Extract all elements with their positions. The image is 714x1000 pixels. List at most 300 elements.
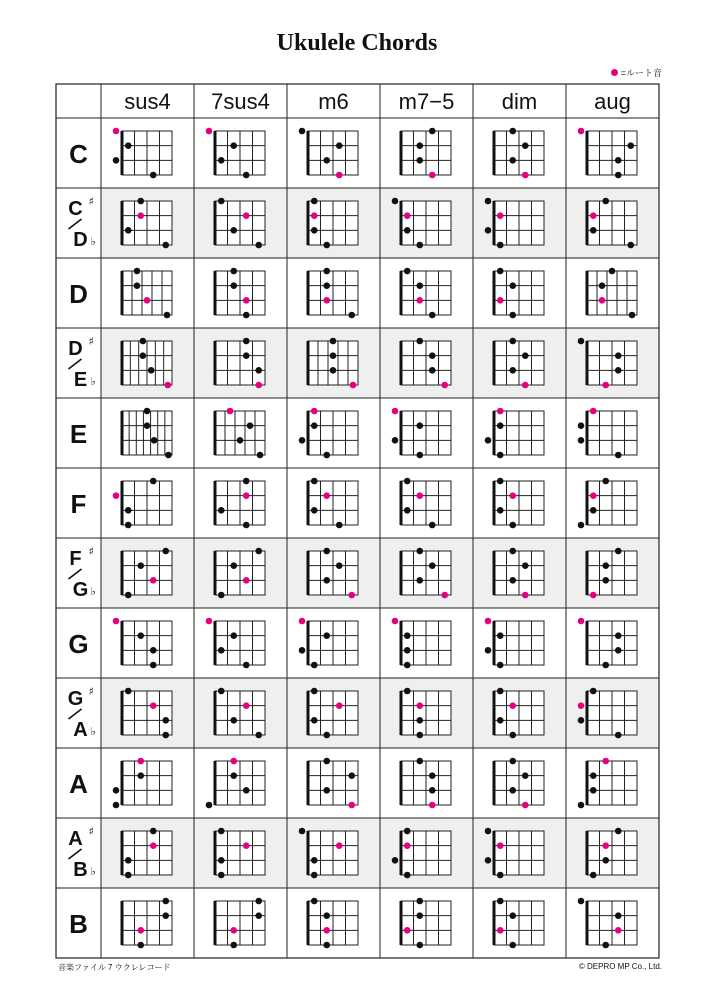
finger-dot (615, 352, 622, 359)
sharp-icon: ♯ (88, 335, 94, 348)
finger-dot (429, 562, 436, 569)
row-label: A (69, 769, 88, 799)
finger-dot (255, 898, 262, 905)
root-dot (615, 927, 622, 934)
finger-dot (509, 128, 516, 135)
finger-dot (497, 507, 504, 514)
finger-dot (230, 717, 237, 724)
root-dot (323, 492, 330, 499)
finger-dot (140, 352, 147, 359)
finger-dot (615, 548, 622, 555)
finger-dot (311, 422, 318, 429)
finger-dot (602, 857, 609, 864)
finger-dot (137, 562, 144, 569)
finger-dot (323, 282, 330, 289)
finger-dot (615, 157, 622, 164)
finger-dot (590, 772, 597, 779)
root-dot (429, 172, 436, 179)
finger-dot (602, 198, 609, 205)
finger-dot (125, 592, 132, 599)
finger-dot (497, 662, 504, 669)
finger-dot (509, 367, 516, 374)
finger-dot (162, 717, 169, 724)
root-dot (485, 618, 492, 625)
root-dot (137, 927, 144, 934)
finger-dot (615, 632, 622, 639)
sharp-icon: ♯ (88, 825, 94, 838)
finger-dot (590, 688, 597, 695)
root-dot (578, 702, 585, 709)
root-dot (227, 408, 234, 415)
finger-dot (392, 857, 399, 864)
finger-dot (144, 408, 151, 415)
flat-icon: ♭ (90, 375, 96, 388)
root-dot (404, 927, 411, 934)
finger-dot (578, 717, 585, 724)
finger-dot (509, 312, 516, 319)
finger-dot (311, 227, 318, 234)
finger-dot (299, 647, 306, 654)
finger-dot (578, 898, 585, 905)
row-label-sharp: F (69, 548, 82, 570)
finger-dot (602, 577, 609, 584)
finger-dot (509, 942, 516, 949)
finger-dot (497, 898, 504, 905)
finger-dot (615, 828, 622, 835)
finger-dot (323, 942, 330, 949)
finger-dot (497, 478, 504, 485)
column-header: m7−5 (398, 89, 455, 114)
row-label-flat: D (73, 229, 88, 251)
finger-dot (429, 522, 436, 529)
finger-dot (299, 437, 306, 444)
finger-dot (255, 548, 262, 555)
finger-dot (230, 942, 237, 949)
finger-dot (113, 157, 120, 164)
finger-dot (627, 142, 634, 149)
root-dot (392, 618, 399, 625)
finger-dot (323, 548, 330, 555)
finger-dot (509, 157, 516, 164)
root-dot (590, 212, 597, 219)
finger-dot (230, 282, 237, 289)
finger-dot (416, 732, 423, 739)
finger-dot (218, 592, 225, 599)
finger-dot (243, 172, 250, 179)
root-dot (206, 618, 213, 625)
root-dot (113, 128, 120, 135)
fretboard (122, 271, 172, 315)
root-dot (602, 758, 609, 765)
finger-dot (162, 242, 169, 249)
finger-dot (137, 632, 144, 639)
finger-dot (206, 802, 213, 809)
finger-dot (485, 647, 492, 654)
slash-icon (69, 849, 82, 859)
root-dot (590, 408, 597, 415)
root-dot (243, 212, 250, 219)
finger-dot (257, 452, 264, 459)
row-label-flat: A (73, 719, 88, 741)
finger-dot (416, 157, 423, 164)
root-dot (497, 927, 504, 934)
row-label: C (69, 139, 88, 169)
finger-dot (336, 522, 343, 529)
finger-dot (113, 802, 120, 809)
row-label: E (69, 419, 88, 449)
finger-dot (416, 898, 423, 905)
finger-dot (218, 872, 225, 879)
column-header: aug (594, 89, 631, 114)
finger-dot (125, 688, 132, 695)
finger-dot (255, 242, 262, 249)
finger-dot (323, 157, 330, 164)
finger-dot (509, 522, 516, 529)
root-dot (299, 618, 306, 625)
column-header: dim (501, 89, 538, 114)
finger-dot (164, 312, 171, 319)
root-dot (497, 408, 504, 415)
row-label-sharp: C (68, 198, 83, 220)
finger-dot (602, 662, 609, 669)
root-dot (497, 297, 504, 304)
root-dot (150, 842, 157, 849)
finger-dot (578, 522, 585, 529)
root-dot (522, 802, 529, 809)
finger-dot (497, 422, 504, 429)
finger-dot (404, 662, 411, 669)
finger-dot (497, 452, 504, 459)
finger-dot (218, 688, 225, 695)
finger-dot (416, 942, 423, 949)
finger-dot (497, 242, 504, 249)
finger-dot (509, 338, 516, 345)
root-dot (137, 212, 144, 219)
finger-dot (392, 437, 399, 444)
finger-dot (602, 562, 609, 569)
finger-dot (162, 898, 169, 905)
finger-dot (497, 688, 504, 695)
finger-dot (165, 452, 172, 459)
finger-dot (323, 732, 330, 739)
finger-dot (140, 338, 147, 345)
finger-dot (125, 227, 132, 234)
finger-dot (578, 437, 585, 444)
finger-dot (150, 662, 157, 669)
root-dot (255, 382, 262, 389)
finger-dot (590, 507, 597, 514)
finger-dot (330, 352, 337, 359)
root-dot (509, 492, 516, 499)
column-header: sus4 (124, 89, 171, 114)
finger-dot (599, 282, 606, 289)
finger-dot (404, 507, 411, 514)
finger-dot (416, 717, 423, 724)
finger-dot (485, 857, 492, 864)
finger-dot (404, 872, 411, 879)
root-dot (311, 212, 318, 219)
finger-dot (578, 422, 585, 429)
finger-dot (230, 632, 237, 639)
finger-dot (629, 312, 636, 319)
finger-dot (323, 268, 330, 275)
row-label: D (69, 279, 88, 309)
footer-copyright: © DEPRO MP Co., Ltd. (578, 962, 662, 971)
finger-dot (247, 422, 254, 429)
finger-dot (162, 548, 169, 555)
root-dot (243, 492, 250, 499)
finger-dot (348, 312, 355, 319)
finger-dot (602, 478, 609, 485)
finger-dot (522, 562, 529, 569)
finger-dot (243, 338, 250, 345)
finger-dot (299, 828, 306, 835)
row-label: G (68, 629, 89, 659)
fretboard (215, 411, 265, 455)
finger-dot (497, 268, 504, 275)
finger-dot (416, 282, 423, 289)
root-dot (243, 702, 250, 709)
legend-label: =ルート音 (620, 68, 662, 78)
finger-dot (311, 898, 318, 905)
finger-dot (416, 577, 423, 584)
finger-dot (429, 787, 436, 794)
finger-dot (148, 367, 155, 374)
page-title: Ukulele Chords (276, 30, 438, 56)
root-dot (392, 408, 399, 415)
root-dot (522, 382, 529, 389)
root-dot (578, 618, 585, 625)
finger-dot (404, 227, 411, 234)
finger-dot (416, 422, 423, 429)
finger-dot (243, 522, 250, 529)
root-dot (311, 408, 318, 415)
finger-dot (125, 872, 132, 879)
finger-dot (255, 732, 262, 739)
root-dot (599, 297, 606, 304)
root-dot (336, 172, 343, 179)
finger-dot (416, 548, 423, 555)
root-dot (509, 702, 516, 709)
finger-dot (615, 452, 622, 459)
finger-dot (615, 647, 622, 654)
finger-dot (311, 662, 318, 669)
root-dot (323, 297, 330, 304)
finger-dot (509, 758, 516, 765)
finger-dot (429, 367, 436, 374)
finger-dot (485, 198, 492, 205)
root-dot (243, 297, 250, 304)
finger-dot (330, 338, 337, 345)
finger-dot (311, 478, 318, 485)
finger-dot (137, 772, 144, 779)
root-dot (441, 592, 448, 599)
sharp-icon: ♯ (88, 685, 94, 698)
root-dot (243, 577, 250, 584)
root-dot (348, 802, 355, 809)
root-dot (416, 702, 423, 709)
finger-dot (125, 857, 132, 864)
finger-dot (243, 352, 250, 359)
finger-dot (522, 772, 529, 779)
root-dot (150, 577, 157, 584)
slash-icon (69, 359, 82, 369)
root-dot (230, 758, 237, 765)
finger-dot (627, 242, 634, 249)
finger-dot (137, 942, 144, 949)
row-label: F (70, 489, 87, 519)
row-label: B (69, 909, 88, 939)
finger-dot (230, 772, 237, 779)
finger-dot (348, 772, 355, 779)
root-dot (113, 492, 120, 499)
finger-dot (323, 787, 330, 794)
flat-icon: ♭ (90, 235, 96, 248)
finger-dot (230, 227, 237, 234)
finger-dot (578, 802, 585, 809)
finger-dot (615, 912, 622, 919)
finger-dot (311, 857, 318, 864)
finger-dot (509, 548, 516, 555)
finger-dot (485, 437, 492, 444)
finger-dot (590, 787, 597, 794)
slash-icon (69, 219, 82, 229)
row-label-sharp: G (67, 688, 84, 710)
finger-dot (404, 478, 411, 485)
finger-dot (404, 647, 411, 654)
flat-icon: ♭ (90, 725, 96, 738)
row-label-flat: B (73, 859, 88, 881)
finger-dot (243, 662, 250, 669)
root-dot (578, 128, 585, 135)
finger-dot (230, 268, 237, 275)
fretboard (308, 341, 358, 385)
flat-icon: ♭ (90, 865, 96, 878)
root-dot (522, 172, 529, 179)
finger-dot (150, 172, 157, 179)
finger-dot (416, 912, 423, 919)
finger-dot (509, 282, 516, 289)
finger-dot (134, 282, 141, 289)
finger-dot (162, 912, 169, 919)
finger-dot (429, 312, 436, 319)
finger-dot (230, 562, 237, 569)
finger-dot (509, 787, 516, 794)
finger-dot (416, 242, 423, 249)
finger-dot (323, 577, 330, 584)
finger-dot (609, 268, 616, 275)
sharp-icon: ♯ (88, 195, 94, 208)
root-dot (336, 702, 343, 709)
finger-dot (323, 632, 330, 639)
root-dot (323, 927, 330, 934)
finger-dot (323, 758, 330, 765)
finger-dot (497, 872, 504, 879)
finger-dot (429, 772, 436, 779)
finger-dot (416, 758, 423, 765)
root-dot (602, 842, 609, 849)
finger-dot (330, 367, 337, 374)
finger-dot (125, 507, 132, 514)
finger-dot (218, 157, 225, 164)
finger-dot (590, 227, 597, 234)
root-dot (497, 842, 504, 849)
finger-dot (162, 732, 169, 739)
root-dot (429, 802, 436, 809)
finger-dot (509, 577, 516, 584)
finger-dot (416, 142, 423, 149)
finger-dot (615, 172, 622, 179)
finger-dot (404, 268, 411, 275)
finger-dot (578, 338, 585, 345)
finger-dot (134, 268, 141, 275)
finger-dot (323, 912, 330, 919)
root-dot (243, 842, 250, 849)
root-dot (416, 492, 423, 499)
finger-dot (218, 828, 225, 835)
finger-dot (125, 142, 132, 149)
finger-dot (336, 562, 343, 569)
finger-dot (125, 522, 132, 529)
column-header: 7sus4 (211, 89, 270, 114)
root-dot (416, 297, 423, 304)
finger-dot (150, 647, 157, 654)
finger-dot (404, 828, 411, 835)
finger-dot (255, 912, 262, 919)
root-dot (230, 927, 237, 934)
finger-dot (323, 242, 330, 249)
row-label-sharp: A (68, 828, 83, 850)
finger-dot (429, 352, 436, 359)
finger-dot (485, 828, 492, 835)
root-dot (590, 492, 597, 499)
finger-dot (522, 142, 529, 149)
root-dot (522, 592, 529, 599)
finger-dot (218, 507, 225, 514)
finger-dot (509, 732, 516, 739)
row-label-flat: E (73, 369, 88, 391)
flat-icon: ♭ (90, 585, 96, 598)
root-dot (602, 382, 609, 389)
finger-dot (150, 828, 157, 835)
root-dot (137, 758, 144, 765)
root-dot (350, 382, 357, 389)
row-label-sharp: D (68, 338, 83, 360)
finger-dot (615, 732, 622, 739)
finger-dot (336, 142, 343, 149)
finger-dot (497, 717, 504, 724)
finger-dot (311, 507, 318, 514)
finger-dot (243, 478, 250, 485)
finger-dot (416, 452, 423, 459)
finger-dot (218, 857, 225, 864)
finger-dot (243, 312, 250, 319)
finger-dot (590, 872, 597, 879)
finger-dot (144, 422, 151, 429)
finger-dot (311, 198, 318, 205)
finger-dot (218, 647, 225, 654)
root-dot (404, 212, 411, 219)
finger-dot (311, 872, 318, 879)
finger-dot (150, 478, 157, 485)
finger-dot (230, 142, 237, 149)
finger-dot (509, 912, 516, 919)
column-header: m6 (318, 89, 349, 114)
root-dot (206, 128, 213, 135)
finger-dot (218, 198, 225, 205)
finger-dot (485, 227, 492, 234)
finger-dot (113, 787, 120, 794)
